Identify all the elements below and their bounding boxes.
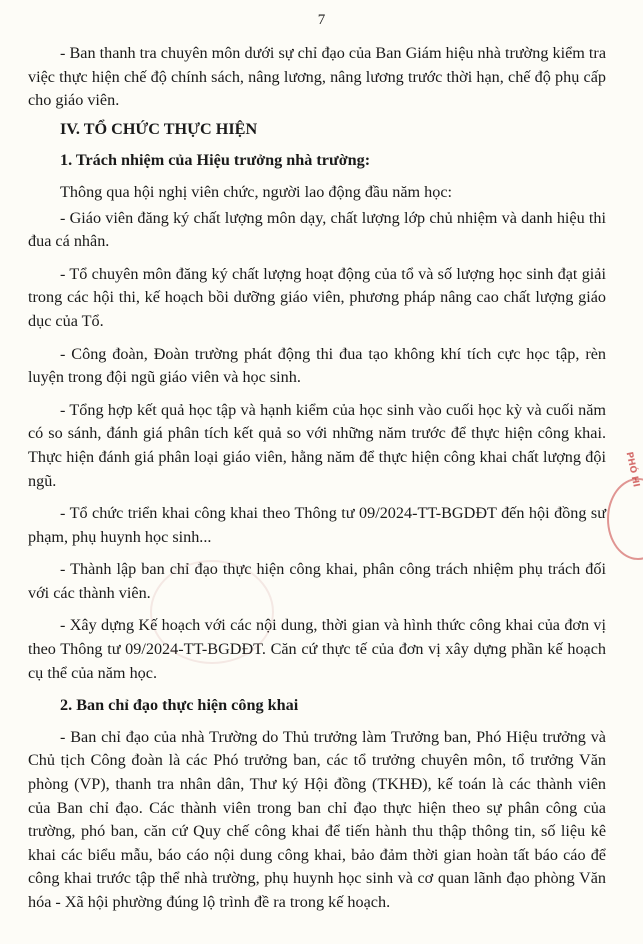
subsection-heading-2: 2. Ban chỉ đạo thực hiện công khai [60,696,299,715]
paragraph-results: - Tổng hợp kết quả học tập và hạnh kiểm của học sinh vào cuối học kỳ và cuối năm có so sánh, đánh giá phân tích kết quả so với những năm trước để thực hiện công khai. Thực hiện đánh giá phân loại giáo viên, hằng năm để thực hiện công khai chất lượng đội ngũ. [28,400,606,490]
page-number: 7 [317,12,326,28]
seal-text: PHÓ HI [623,450,641,489]
section-heading-iv: IV. TỔ CHỨC THỰC HIỆN [60,119,258,138]
faded-seal [150,560,274,664]
paragraph-steering-board: - Ban chỉ đạo của nhà Trường do Thủ trưởng làm Trưởng ban, Phó Hiệu trưởng và Chủ tịch Công đoàn là các Phó trưởng ban, các tổ trưởng chuyên môn, tổ trưởng Văn phòng (VP), thanh tra nhân dân, Thư ký Hội đồng (TKHĐ), kế toán là các thành viên của Ban chỉ đạo. Các thành viên trong ban chỉ đạo thực hiện theo sự phân công của trường, phó ban, căn cứ Quy chế công khai để tiến hành thu thập thông tin, số liệu kê khai các biểu mẫu, báo cáo nội dung công khai, bảo đảm thời gian hoàn tất báo cáo để công khai trước tập thể nhà trường, phụ huynh học sinh và cơ quan lãnh đạo phòng Văn hóa - Xã hội phường đúng lộ trình đề ra trong kế hoạch. [28,727,606,911]
document-body [28,42,606,924]
paragraph-plan: - Xây dựng Kế hoạch với các nội dung, thời gian và hình thức công khai của đơn vị theo Thông tư 09/2024-TT-BGDĐT. Căn cứ thực tế của đơn vị xây dựng phần kế hoạch cụ thể của năm học. [28,616,606,682]
paragraph-inspection: - Ban thanh tra chuyên môn dưới sự chỉ đạo của Ban Giám hiệu nhà trường kiểm tra việc thực hiện chế độ chính sách, nâng lương, nâng lương trước thời hạn, chế độ phụ cấp cho giáo viên. [28,44,606,110]
paragraph-union: - Công đoàn, Đoàn trường phát động thi đua tạo không khí tích cực học tập, rèn luyện trong đội ngũ giáo viên và học sinh. [28,344,606,387]
paragraph-departments: - Tổ chuyên môn đăng ký chất lượng hoạt động của tổ và số lượng học sinh đạt giải trong các hội thi, kế hoạch bồi dưỡng giáo viên, phương pháp nâng cao chất lượng giáo dục của Tổ. [28,264,606,330]
subsection-heading-1: 1. Trách nhiệm của Hiệu trưởng nhà trường: [60,151,371,170]
paragraph-teachers: - Giáo viên đăng ký chất lượng môn dạy, chất lượng lớp chủ nhiệm và danh hiệu thi đua cá nhân. [28,208,606,251]
paragraph-conference: Thông qua hội nghị viên chức, người lao động đầu năm học: [60,182,453,201]
paragraph-committee: - Thành lập ban chỉ đạo thực hiện công khai, phân công trách nhiệm phụ trách đối với các thành viên. [28,560,606,602]
paragraph-circular: - Tổ chức triển khai công khai theo Thông tư 09/2024-TT-BGDĐT đến hội đồng sư phạm, phụ huynh học sinh... [28,504,606,546]
red-seal-stamp [607,478,643,560]
